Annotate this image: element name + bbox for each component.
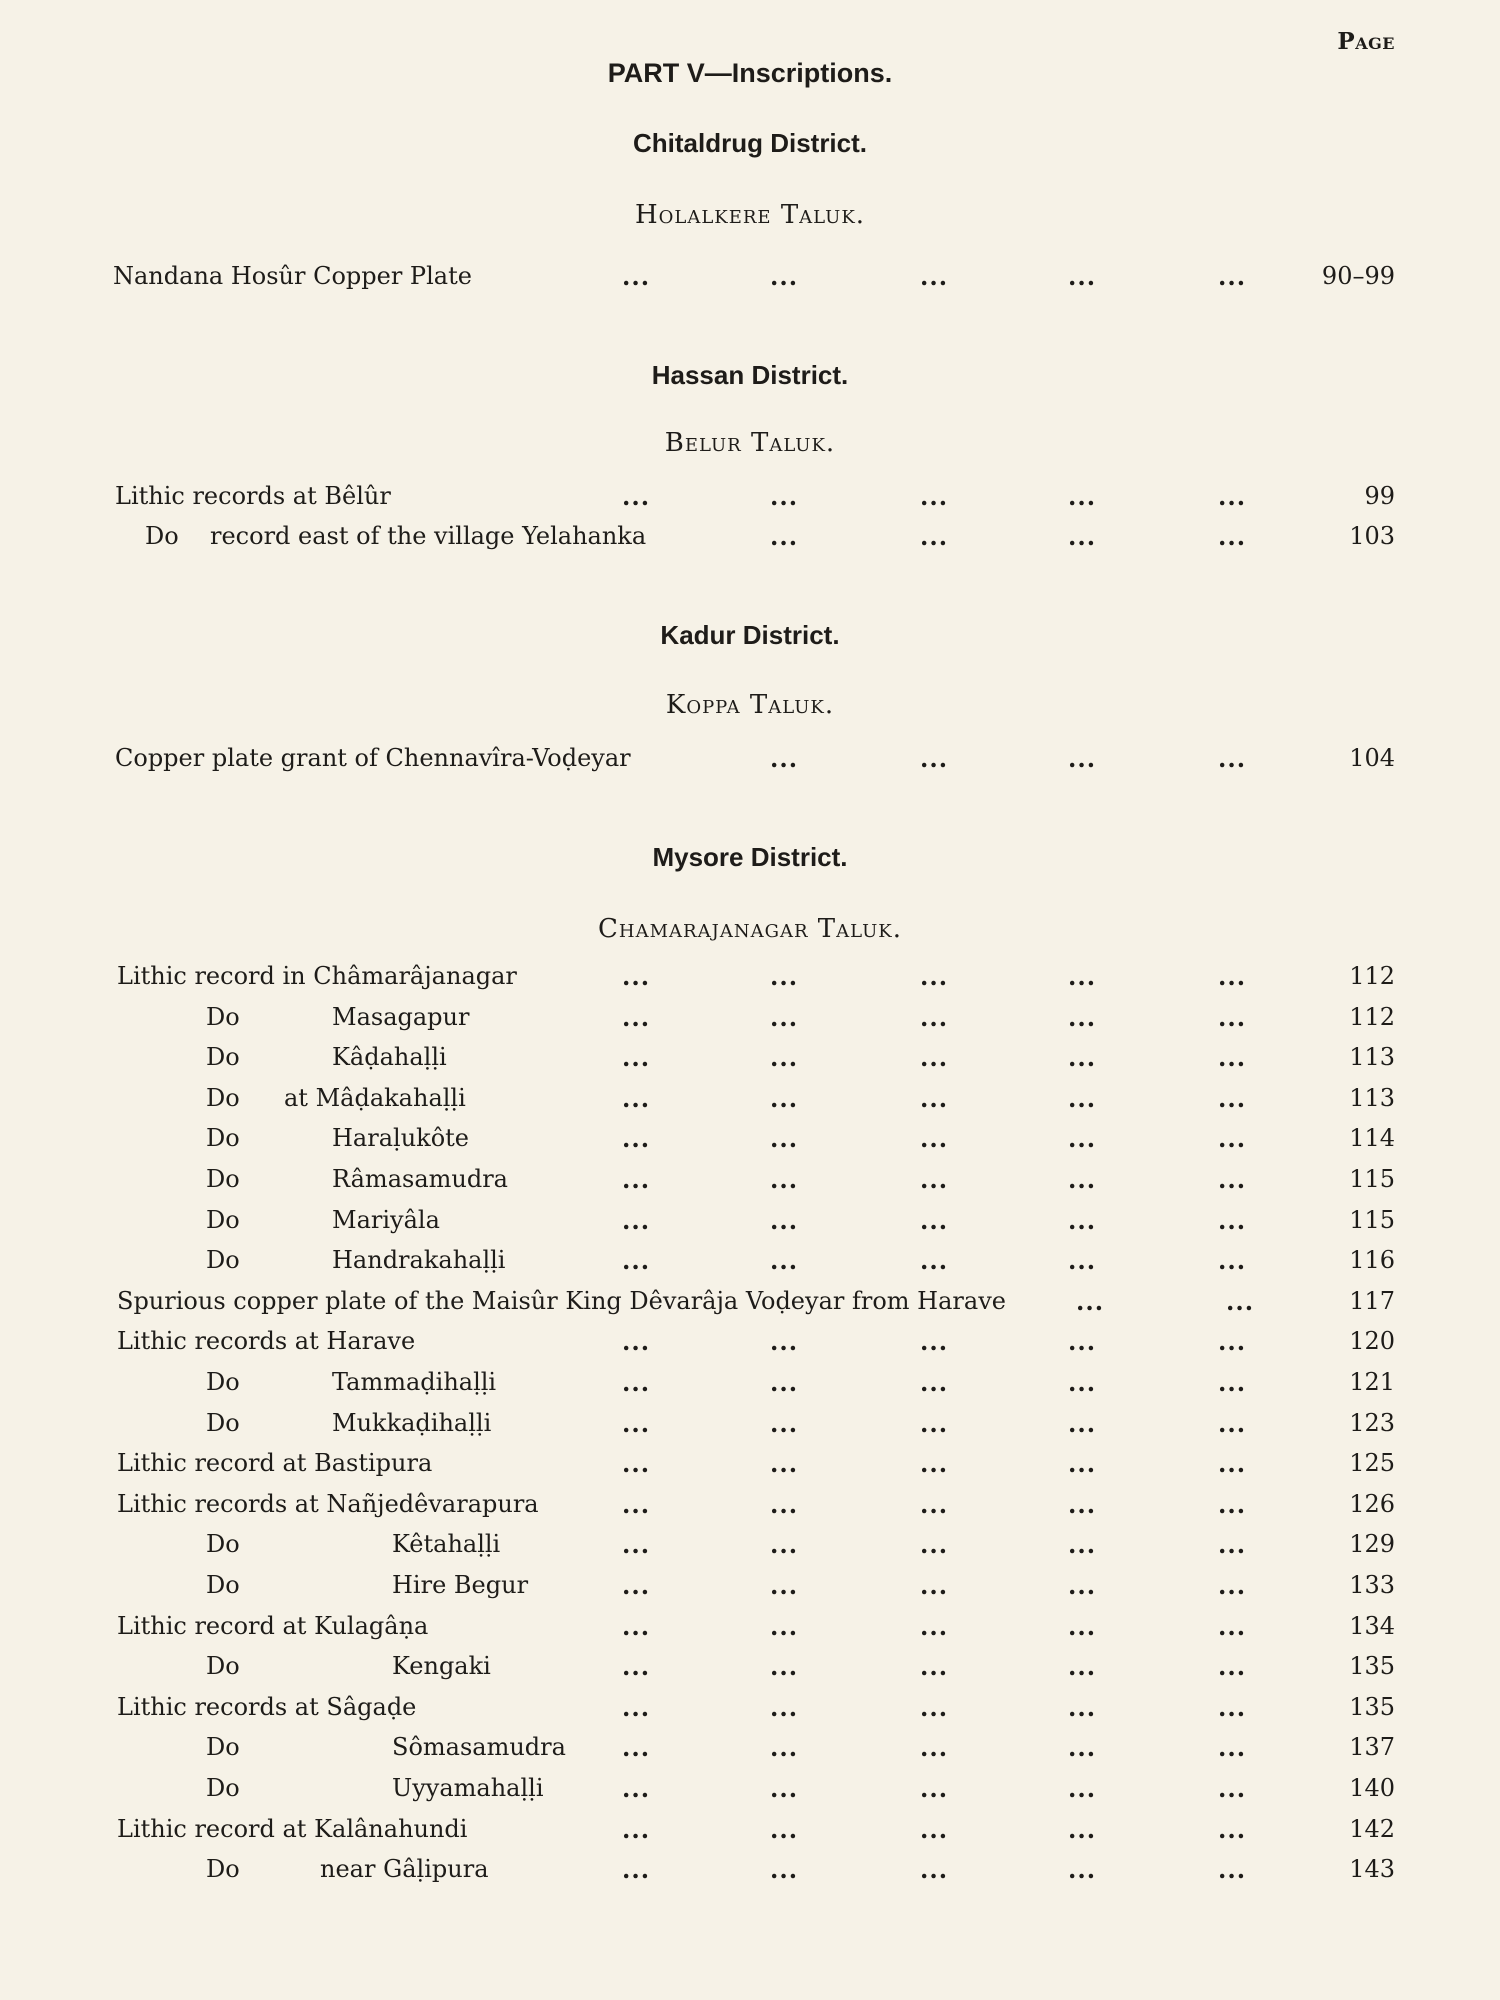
leader-dots: ... [920, 1165, 949, 1194]
entry-page-number: 142 [1349, 1815, 1395, 1843]
entry-text: Hire Begur [392, 1571, 529, 1599]
leader-dots: ... [770, 744, 799, 773]
entry-page-number: 121 [1349, 1368, 1395, 1396]
leader-dots: ... [1068, 522, 1097, 551]
leader-dots: ... [1218, 1368, 1247, 1397]
leader-dots: ... [1068, 1490, 1097, 1519]
leader-dots: ... [622, 1612, 651, 1641]
toc-entry [0, 962, 1500, 1002]
leader-dots: ... [1076, 1287, 1105, 1316]
leader-dots: ... [1218, 482, 1247, 511]
leader-dots: ... [1218, 1815, 1247, 1844]
entry-page-number: 133 [1349, 1571, 1395, 1599]
leader-dots: ... [920, 1530, 949, 1559]
leader-dots: ... [770, 1084, 799, 1113]
page-column-label: Page [1337, 28, 1395, 55]
leader-dots: ... [622, 1855, 651, 1884]
leader-dots: ... [770, 482, 799, 511]
leader-dots: ... [1068, 1774, 1097, 1803]
leader-dots: ... [920, 1206, 949, 1235]
leader-dots: ... [770, 1124, 799, 1153]
toc-entry [0, 1733, 1500, 1773]
leader-dots: ... [1068, 1409, 1097, 1438]
leader-dots: ... [1218, 1571, 1247, 1600]
entry-text: Lithic records at Nañjedêvarapura [117, 1490, 539, 1518]
ditto-mark: Do [206, 1084, 240, 1112]
entry-text: at Mâḍakahaḷḷi [284, 1084, 466, 1112]
leader-dots: ... [1218, 1124, 1247, 1153]
part-title: PART V—Inscriptions. [607, 58, 893, 88]
leader-dots: ... [1068, 1449, 1097, 1478]
entry-page-number: 135 [1349, 1652, 1395, 1680]
leader-dots: ... [622, 1084, 651, 1113]
leader-dots: ... [1218, 1490, 1247, 1519]
leader-dots: ... [1218, 1612, 1247, 1641]
leader-dots: ... [770, 1612, 799, 1641]
leader-dots: ... [1218, 1206, 1247, 1235]
entry-text: Masagapur [332, 1003, 470, 1031]
leader-dots: ... [770, 1003, 799, 1032]
toc-entry [0, 1490, 1500, 1530]
ditto-mark: Do [206, 1368, 240, 1396]
leader-dots: ... [1218, 1652, 1247, 1681]
leader-dots: ... [920, 1449, 949, 1478]
toc-entry [0, 1571, 1500, 1611]
leader-dots: ... [1218, 1449, 1247, 1478]
ditto-mark: Do [206, 1003, 240, 1031]
leader-dots: ... [1218, 1003, 1247, 1032]
toc-entry [0, 1612, 1500, 1652]
entry-page-number: 126 [1349, 1490, 1395, 1518]
entry-text: Handrakahaḷḷi [332, 1246, 506, 1274]
leader-dots: ... [920, 1490, 949, 1519]
leader-dots: ... [1068, 1165, 1097, 1194]
leader-dots: ... [1068, 1815, 1097, 1844]
entry-text: Nandana Hosûr Copper Plate [113, 262, 472, 290]
leader-dots: ... [1068, 482, 1097, 511]
leader-dots: ... [1068, 1003, 1097, 1032]
toc-entry [0, 1165, 1500, 1205]
leader-dots: ... [920, 1409, 949, 1438]
entry-page-number: 143 [1349, 1855, 1395, 1883]
toc-entry [0, 262, 1500, 302]
district-heading-hassan: Hassan District. [651, 360, 849, 390]
leader-dots: ... [920, 744, 949, 773]
ditto-mark: Do [206, 1043, 240, 1071]
entry-page-number: 114 [1349, 1124, 1395, 1152]
leader-dots: ... [622, 1733, 651, 1762]
ditto-mark: Do [206, 1246, 240, 1274]
leader-dots: ... [770, 1815, 799, 1844]
leader-dots: ... [1068, 1693, 1097, 1722]
leader-dots: ... [622, 1449, 651, 1478]
entry-page-number: 113 [1349, 1043, 1395, 1071]
leader-dots: ... [622, 1165, 651, 1194]
leader-dots: ... [920, 522, 949, 551]
entry-text: Spurious copper plate of the Maisûr King Dêvarâja Voḍeyar from Harave [117, 1287, 1006, 1315]
ditto-mark: Do [206, 1206, 240, 1234]
leader-dots: ... [770, 1206, 799, 1235]
leader-dots: ... [622, 1003, 651, 1032]
toc-entry [0, 1084, 1500, 1124]
toc-entry [0, 1409, 1500, 1449]
leader-dots: ... [1068, 1246, 1097, 1275]
leader-dots: ... [622, 1652, 651, 1681]
leader-dots: ... [770, 1327, 799, 1356]
leader-dots: ... [1068, 1206, 1097, 1235]
leader-dots: ... [622, 1490, 651, 1519]
leader-dots: ... [1068, 962, 1097, 991]
entry-page-number: 112 [1349, 962, 1395, 990]
leader-dots: ... [1218, 1246, 1247, 1275]
entry-text: Kengaki [392, 1652, 491, 1680]
leader-dots: ... [622, 1571, 651, 1600]
leader-dots: ... [1226, 1287, 1255, 1316]
entry-page-number: 140 [1349, 1774, 1395, 1802]
taluk-heading-chamarajanagar: Chamarajanagar Taluk. [598, 914, 902, 944]
entry-text: Tammaḍihaḷḷi [332, 1368, 497, 1396]
leader-dots: ... [920, 1815, 949, 1844]
leader-dots: ... [1218, 262, 1247, 291]
leader-dots: ... [1068, 1368, 1097, 1397]
entry-text: Haraḷukôte [332, 1124, 469, 1152]
leader-dots: ... [920, 1693, 949, 1722]
toc-entry [0, 1530, 1500, 1570]
leader-dots: ... [770, 1571, 799, 1600]
leader-dots: ... [1068, 1652, 1097, 1681]
leader-dots: ... [622, 1206, 651, 1235]
toc-entry [0, 1003, 1500, 1043]
leader-dots: ... [920, 962, 949, 991]
leader-dots: ... [920, 1774, 949, 1803]
toc-entry [0, 1206, 1500, 1246]
leader-dots: ... [1068, 1571, 1097, 1600]
leader-dots: ... [920, 1124, 949, 1153]
toc-entry [0, 1043, 1500, 1083]
entry-page-number: 112 [1349, 1003, 1395, 1031]
entry-text: record east of the village Yelahanka [210, 522, 647, 550]
leader-dots: ... [1068, 1327, 1097, 1356]
toc-entry [0, 1815, 1500, 1855]
leader-dots: ... [1218, 1409, 1247, 1438]
leader-dots: ... [1068, 1124, 1097, 1153]
leader-dots: ... [1218, 522, 1247, 551]
entry-page-number: 103 [1349, 522, 1395, 550]
leader-dots: ... [622, 1530, 651, 1559]
leader-dots: ... [1218, 744, 1247, 773]
leader-dots: ... [1068, 262, 1097, 291]
toc-entry [0, 1652, 1500, 1692]
leader-dots: ... [920, 1855, 949, 1884]
leader-dots: ... [920, 1003, 949, 1032]
entry-page-number: 137 [1349, 1733, 1395, 1761]
entry-text: near Gâḷipura [320, 1855, 489, 1883]
ditto-mark: Do [206, 1733, 240, 1761]
leader-dots: ... [622, 262, 651, 291]
ditto-mark: Do [206, 1571, 240, 1599]
leader-dots: ... [770, 962, 799, 991]
leader-dots: ... [770, 1449, 799, 1478]
leader-dots: ... [770, 1368, 799, 1397]
leader-dots: ... [1218, 1774, 1247, 1803]
ditto-mark: Do [206, 1124, 240, 1152]
toc-entry [0, 1774, 1500, 1814]
leader-dots: ... [920, 1612, 949, 1641]
leader-dots: ... [622, 1124, 651, 1153]
leader-dots: ... [920, 1652, 949, 1681]
entry-page-number: 117 [1349, 1287, 1395, 1315]
leader-dots: ... [770, 1409, 799, 1438]
ditto-mark: Do [145, 522, 179, 550]
ditto-mark: Do [206, 1652, 240, 1680]
leader-dots: ... [622, 1409, 651, 1438]
toc-entry [0, 1368, 1500, 1408]
entry-text: Sômasamudra [392, 1733, 566, 1761]
toc-entry [0, 1287, 1500, 1327]
leader-dots: ... [770, 1165, 799, 1194]
entry-page-number: 115 [1349, 1206, 1395, 1234]
leader-dots: ... [1068, 1612, 1097, 1641]
toc-entry [0, 522, 1500, 562]
leader-dots: ... [770, 1774, 799, 1803]
entry-text: Lithic records at Bêlûr [115, 482, 391, 510]
ditto-mark: Do [206, 1855, 240, 1883]
entry-text: Mukkaḍihaḷḷi [332, 1409, 492, 1437]
leader-dots: ... [770, 522, 799, 551]
toc-entry [0, 744, 1500, 784]
entry-text: Copper plate grant of Chennavîra-Voḍeyar [115, 744, 631, 772]
ditto-mark: Do [206, 1165, 240, 1193]
leader-dots: ... [1068, 744, 1097, 773]
leader-dots: ... [770, 1043, 799, 1072]
leader-dots: ... [1068, 1855, 1097, 1884]
district-heading-chitaldrug: Chitaldrug District. [632, 128, 867, 158]
leader-dots: ... [1218, 962, 1247, 991]
entry-text: Kâḍahaḷḷi [332, 1043, 447, 1071]
leader-dots: ... [920, 1246, 949, 1275]
leader-dots: ... [920, 1733, 949, 1762]
entry-text: Lithic record at Bastipura [117, 1449, 433, 1477]
entry-text: Uyyamahaḷḷi [392, 1774, 544, 1802]
leader-dots: ... [920, 1368, 949, 1397]
entry-page-number: 113 [1349, 1084, 1395, 1112]
entry-page-number: 104 [1349, 744, 1395, 772]
leader-dots: ... [622, 1246, 651, 1275]
leader-dots: ... [920, 482, 949, 511]
taluk-heading-holalkere: Holalkere Taluk. [634, 200, 866, 230]
ditto-mark: Do [206, 1409, 240, 1437]
leader-dots: ... [622, 1043, 651, 1072]
entry-page-number: 125 [1349, 1449, 1395, 1477]
leader-dots: ... [1068, 1084, 1097, 1113]
leader-dots: ... [920, 262, 949, 291]
entry-page-number: 99 [1364, 482, 1395, 510]
entry-page-number: 129 [1349, 1530, 1395, 1558]
leader-dots: ... [770, 1246, 799, 1275]
entry-text: Lithic record at Kalânahundi [117, 1815, 468, 1843]
entry-page-number: 135 [1349, 1693, 1395, 1721]
leader-dots: ... [1218, 1165, 1247, 1194]
toc-entry [0, 1327, 1500, 1367]
leader-dots: ... [770, 1693, 799, 1722]
leader-dots: ... [1068, 1733, 1097, 1762]
leader-dots: ... [770, 262, 799, 291]
entry-text: Kêtahaḷḷi [392, 1530, 501, 1558]
leader-dots: ... [920, 1571, 949, 1600]
toc-entry [0, 1246, 1500, 1286]
ditto-mark: Do [206, 1530, 240, 1558]
leader-dots: ... [770, 1490, 799, 1519]
leader-dots: ... [920, 1084, 949, 1113]
leader-dots: ... [622, 1815, 651, 1844]
entry-text: Lithic records at Harave [117, 1327, 416, 1355]
leader-dots: ... [622, 1774, 651, 1803]
leader-dots: ... [1218, 1084, 1247, 1113]
leader-dots: ... [622, 482, 651, 511]
leader-dots: ... [622, 962, 651, 991]
leader-dots: ... [770, 1530, 799, 1559]
leader-dots: ... [1068, 1530, 1097, 1559]
leader-dots: ... [1218, 1530, 1247, 1559]
leader-dots: ... [770, 1855, 799, 1884]
leader-dots: ... [1068, 1043, 1097, 1072]
entry-text: Lithic record in Châmarâjanagar [117, 962, 517, 990]
entry-page-number: 120 [1349, 1327, 1395, 1355]
entry-text: Râmasamudra [332, 1165, 508, 1193]
toc-entry [0, 482, 1500, 522]
leader-dots: ... [1218, 1043, 1247, 1072]
leader-dots: ... [622, 1327, 651, 1356]
entry-page-number: 90–99 [1321, 262, 1395, 290]
taluk-heading-koppa: Koppa Taluk. [665, 690, 835, 720]
entry-text: Lithic record at Kulagâṇa [117, 1612, 429, 1640]
entry-text: Mariyâla [332, 1206, 440, 1234]
leader-dots: ... [770, 1652, 799, 1681]
leader-dots: ... [1218, 1733, 1247, 1762]
entry-page-number: 134 [1349, 1612, 1395, 1640]
entry-text: Lithic records at Sâgaḍe [117, 1693, 417, 1721]
toc-entry [0, 1693, 1500, 1733]
district-heading-kadur: Kadur District. [660, 620, 840, 650]
taluk-heading-belur: Belur Taluk. [664, 428, 836, 458]
leader-dots: ... [1218, 1693, 1247, 1722]
toc-entry [0, 1124, 1500, 1164]
ditto-mark: Do [206, 1774, 240, 1802]
leader-dots: ... [920, 1043, 949, 1072]
leader-dots: ... [920, 1327, 949, 1356]
leader-dots: ... [622, 1368, 651, 1397]
toc-entry [0, 1449, 1500, 1489]
leader-dots: ... [1218, 1327, 1247, 1356]
entry-page-number: 116 [1349, 1246, 1395, 1274]
leader-dots: ... [770, 1733, 799, 1762]
district-heading-mysore: Mysore District. [652, 842, 848, 872]
toc-entry [0, 1855, 1500, 1895]
entry-page-number: 123 [1349, 1409, 1395, 1437]
leader-dots: ... [1218, 1855, 1247, 1884]
leader-dots: ... [622, 1693, 651, 1722]
entry-page-number: 115 [1349, 1165, 1395, 1193]
